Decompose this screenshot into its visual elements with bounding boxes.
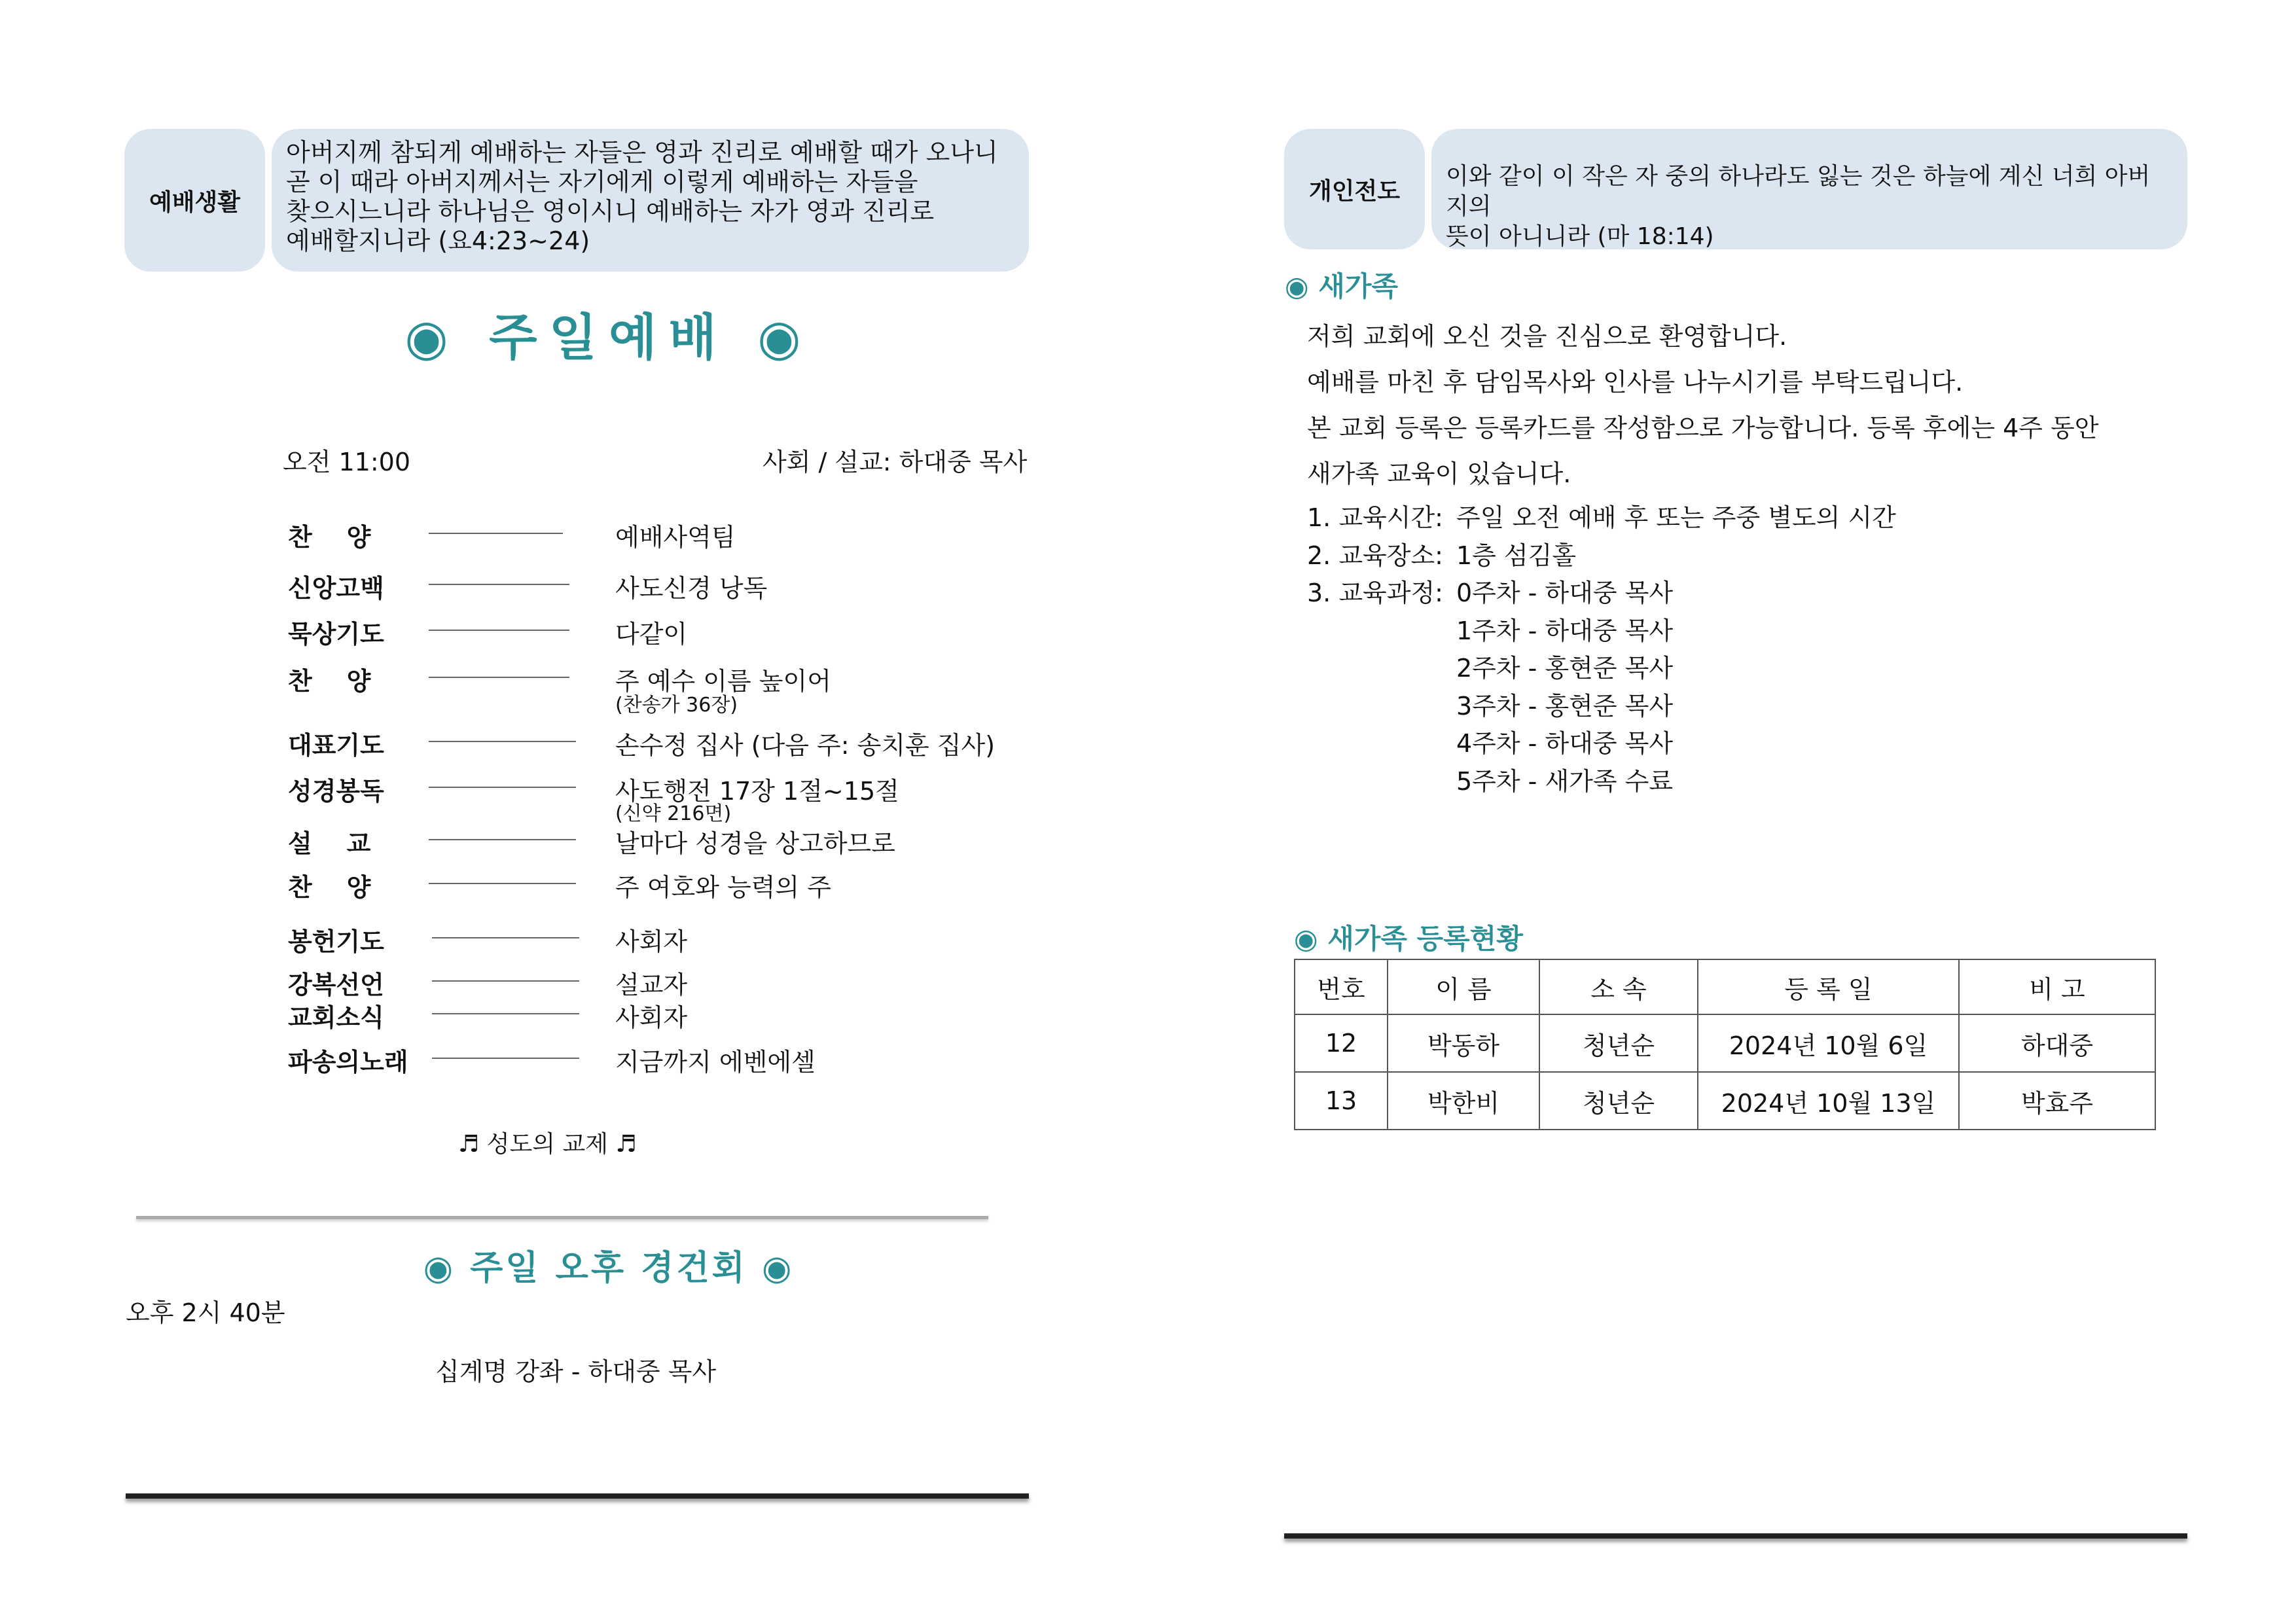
order-item (0, 1042, 1113, 1075)
registration-table (1294, 959, 2156, 1130)
order-content: 예배사역팀 (615, 523, 736, 552)
sunday-service-title: ◉ 주일예배 ◉ (404, 308, 813, 366)
order-item (0, 823, 1113, 856)
table-cell: 2024년 10월 13일 (1698, 1072, 1959, 1130)
order-content: 주 여호와 능력의 주 (615, 873, 831, 902)
order-label: 신앙고백 (288, 574, 384, 603)
order-label: 봉헌기도 (288, 927, 384, 956)
order-item (0, 568, 1113, 601)
column-header: 비 고 (1959, 959, 2155, 1014)
order-item (0, 517, 1113, 550)
leader-line (429, 677, 569, 678)
order-label: 묵상기도 (288, 620, 384, 649)
leader-line (432, 1058, 579, 1059)
order-content: 사도행전 17장 1절~15절 (615, 777, 899, 806)
table-row (1295, 1072, 2155, 1130)
education-value: 0주차 - 하대중 목사 (1456, 579, 1674, 607)
order-item (0, 771, 1113, 804)
fellowship-note: ♬ 성도의 교제 ♬ (458, 1131, 637, 1158)
order-label: 성경봉독 (288, 777, 384, 806)
education-value: 주일 오전 예배 후 또는 주중 별도의 시간 (1456, 503, 1896, 532)
registration-heading: ◉ 새가족 등록현황 (1294, 923, 1523, 955)
worship-life-label: 예배생활 (124, 129, 265, 272)
order-label: 설 교 (288, 829, 371, 858)
verse-line: 아버지께 참되게 예배하는 자들은 영과 진리로 예배할 때가 오나니 (286, 138, 998, 167)
verse-line: 예배할지니라 (요4:23~24) (286, 226, 590, 255)
order-item (0, 997, 1113, 1030)
order-item (0, 614, 1113, 647)
table-row (1295, 1014, 2155, 1072)
education-label: 1. 교육시간: (1307, 503, 1443, 532)
table-header-row (1295, 959, 2155, 1014)
order-subtext: (신약 216면) (615, 802, 732, 825)
order-label: 교회소식 (288, 1003, 384, 1032)
leader-line (429, 533, 563, 534)
order-content: 설교자 (615, 971, 688, 999)
welcome-paragraph: 예배를 마친 후 담임목사와 인사를 나누시기를 부탁드립니다. (1307, 368, 1964, 397)
leader-line (432, 980, 579, 982)
order-content: 다같이 (615, 620, 688, 649)
verse-line: 이와 같이 이 작은 자 중의 하나라도 잃는 것은 하늘에 계신 너희 아버지의 (1446, 163, 2151, 220)
table-cell: 하대중 (1959, 1014, 2155, 1072)
order-label: 찬 양 (288, 667, 371, 696)
education-label: 2. 교육장소: (1307, 541, 1443, 570)
leader-line (432, 937, 579, 938)
leader-line (429, 839, 576, 840)
service-time: 오전 11:00 (283, 448, 411, 476)
order-content: 사회자 (615, 927, 688, 956)
afternoon-service-title: ◉ 주일 오후 경건회 ◉ (423, 1249, 795, 1288)
education-value: 2주차 - 홍현준 목사 (1456, 654, 1674, 683)
evangelism-verse-box (1431, 129, 2187, 249)
table-cell: 13 (1295, 1072, 1388, 1130)
order-label: 파송의노래 (288, 1048, 408, 1077)
education-value: 1층 섬김홀 (1456, 541, 1577, 570)
order-content: 사회자 (615, 1003, 688, 1032)
leader-line (429, 741, 576, 742)
column-header: 번호 (1295, 959, 1388, 1014)
order-label: 찬 양 (288, 873, 371, 902)
presider: 사회 / 설교: 하대중 목사 (762, 448, 1028, 476)
order-content: 지금까지 에벤에셀 (615, 1048, 816, 1077)
column-header: 이 름 (1388, 959, 1539, 1014)
education-value: 4주차 - 하대중 목사 (1456, 729, 1674, 758)
verse-line: 곧 이 때라 아버지께서는 자기에게 이렇게 예배하는 자들을 (286, 168, 918, 196)
column-header: 소 속 (1539, 959, 1698, 1014)
worship-verse-box (272, 129, 1029, 272)
order-subtext: (찬송가 36장) (615, 694, 738, 717)
order-item (0, 867, 1113, 900)
table-cell: 박한비 (1388, 1072, 1539, 1130)
table-cell: 12 (1295, 1014, 1388, 1072)
table-cell: 청년순 (1539, 1014, 1698, 1072)
leader-line (432, 1013, 579, 1014)
order-item (0, 725, 1113, 758)
order-label: 찬 양 (288, 523, 371, 552)
order-content: 손수정 집사 (다음 주: 송치훈 집사) (615, 731, 996, 760)
evangelism-label: 개인전도 (1284, 129, 1425, 249)
order-content: 주 예수 이름 높이어 (615, 667, 831, 696)
welcome-paragraph: 본 교회 등록은 등록카드를 작성함으로 가능합니다. 등록 후에는 4주 동안 (1307, 414, 2099, 442)
new-family-heading: ◉ 새가족 (1285, 270, 1398, 302)
education-value: 5주차 - 새가족 수료 (1456, 766, 1674, 796)
leader-line (429, 584, 569, 585)
verse-line: 뜻이 아니니라 (마 18:14) (1446, 223, 1714, 250)
leader-line (429, 883, 576, 884)
order-content: 날마다 성경을 상고하므로 (615, 829, 895, 858)
leader-line (429, 630, 569, 631)
afternoon-time: 오후 2시 40분 (126, 1298, 285, 1327)
verse-line: 찾으시느니라 하나님은 영이시니 예배하는 자가 영과 진리로 (286, 197, 935, 226)
bottom-rule (1284, 1533, 2187, 1539)
column-header: 등 록 일 (1698, 959, 1959, 1014)
table-cell: 2024년 10월 6일 (1698, 1014, 1959, 1072)
divider (136, 1216, 988, 1219)
order-label: 강복선언 (288, 971, 384, 999)
table-cell: 박효주 (1959, 1072, 2155, 1130)
afternoon-lecture: 십계명 강좌 - 하대중 목사 (435, 1357, 717, 1386)
welcome-paragraph: 저희 교회에 오신 것을 진심으로 환영합니다. (1307, 322, 1787, 351)
education-value: 3주차 - 홍현준 목사 (1456, 691, 1674, 721)
order-label: 대표기도 (288, 731, 384, 760)
welcome-paragraph: 새가족 교육이 있습니다. (1307, 459, 1571, 488)
order-content: 사도신경 낭독 (615, 574, 768, 603)
order-item (0, 921, 1113, 954)
table-cell: 박동하 (1388, 1014, 1539, 1072)
education-value: 1주차 - 하대중 목사 (1456, 616, 1674, 645)
table-cell: 청년순 (1539, 1072, 1698, 1130)
education-label: 3. 교육과정: (1307, 579, 1443, 607)
bottom-rule (126, 1493, 1029, 1499)
order-item (0, 661, 1113, 694)
leader-line (429, 787, 576, 788)
order-item (0, 965, 1113, 997)
